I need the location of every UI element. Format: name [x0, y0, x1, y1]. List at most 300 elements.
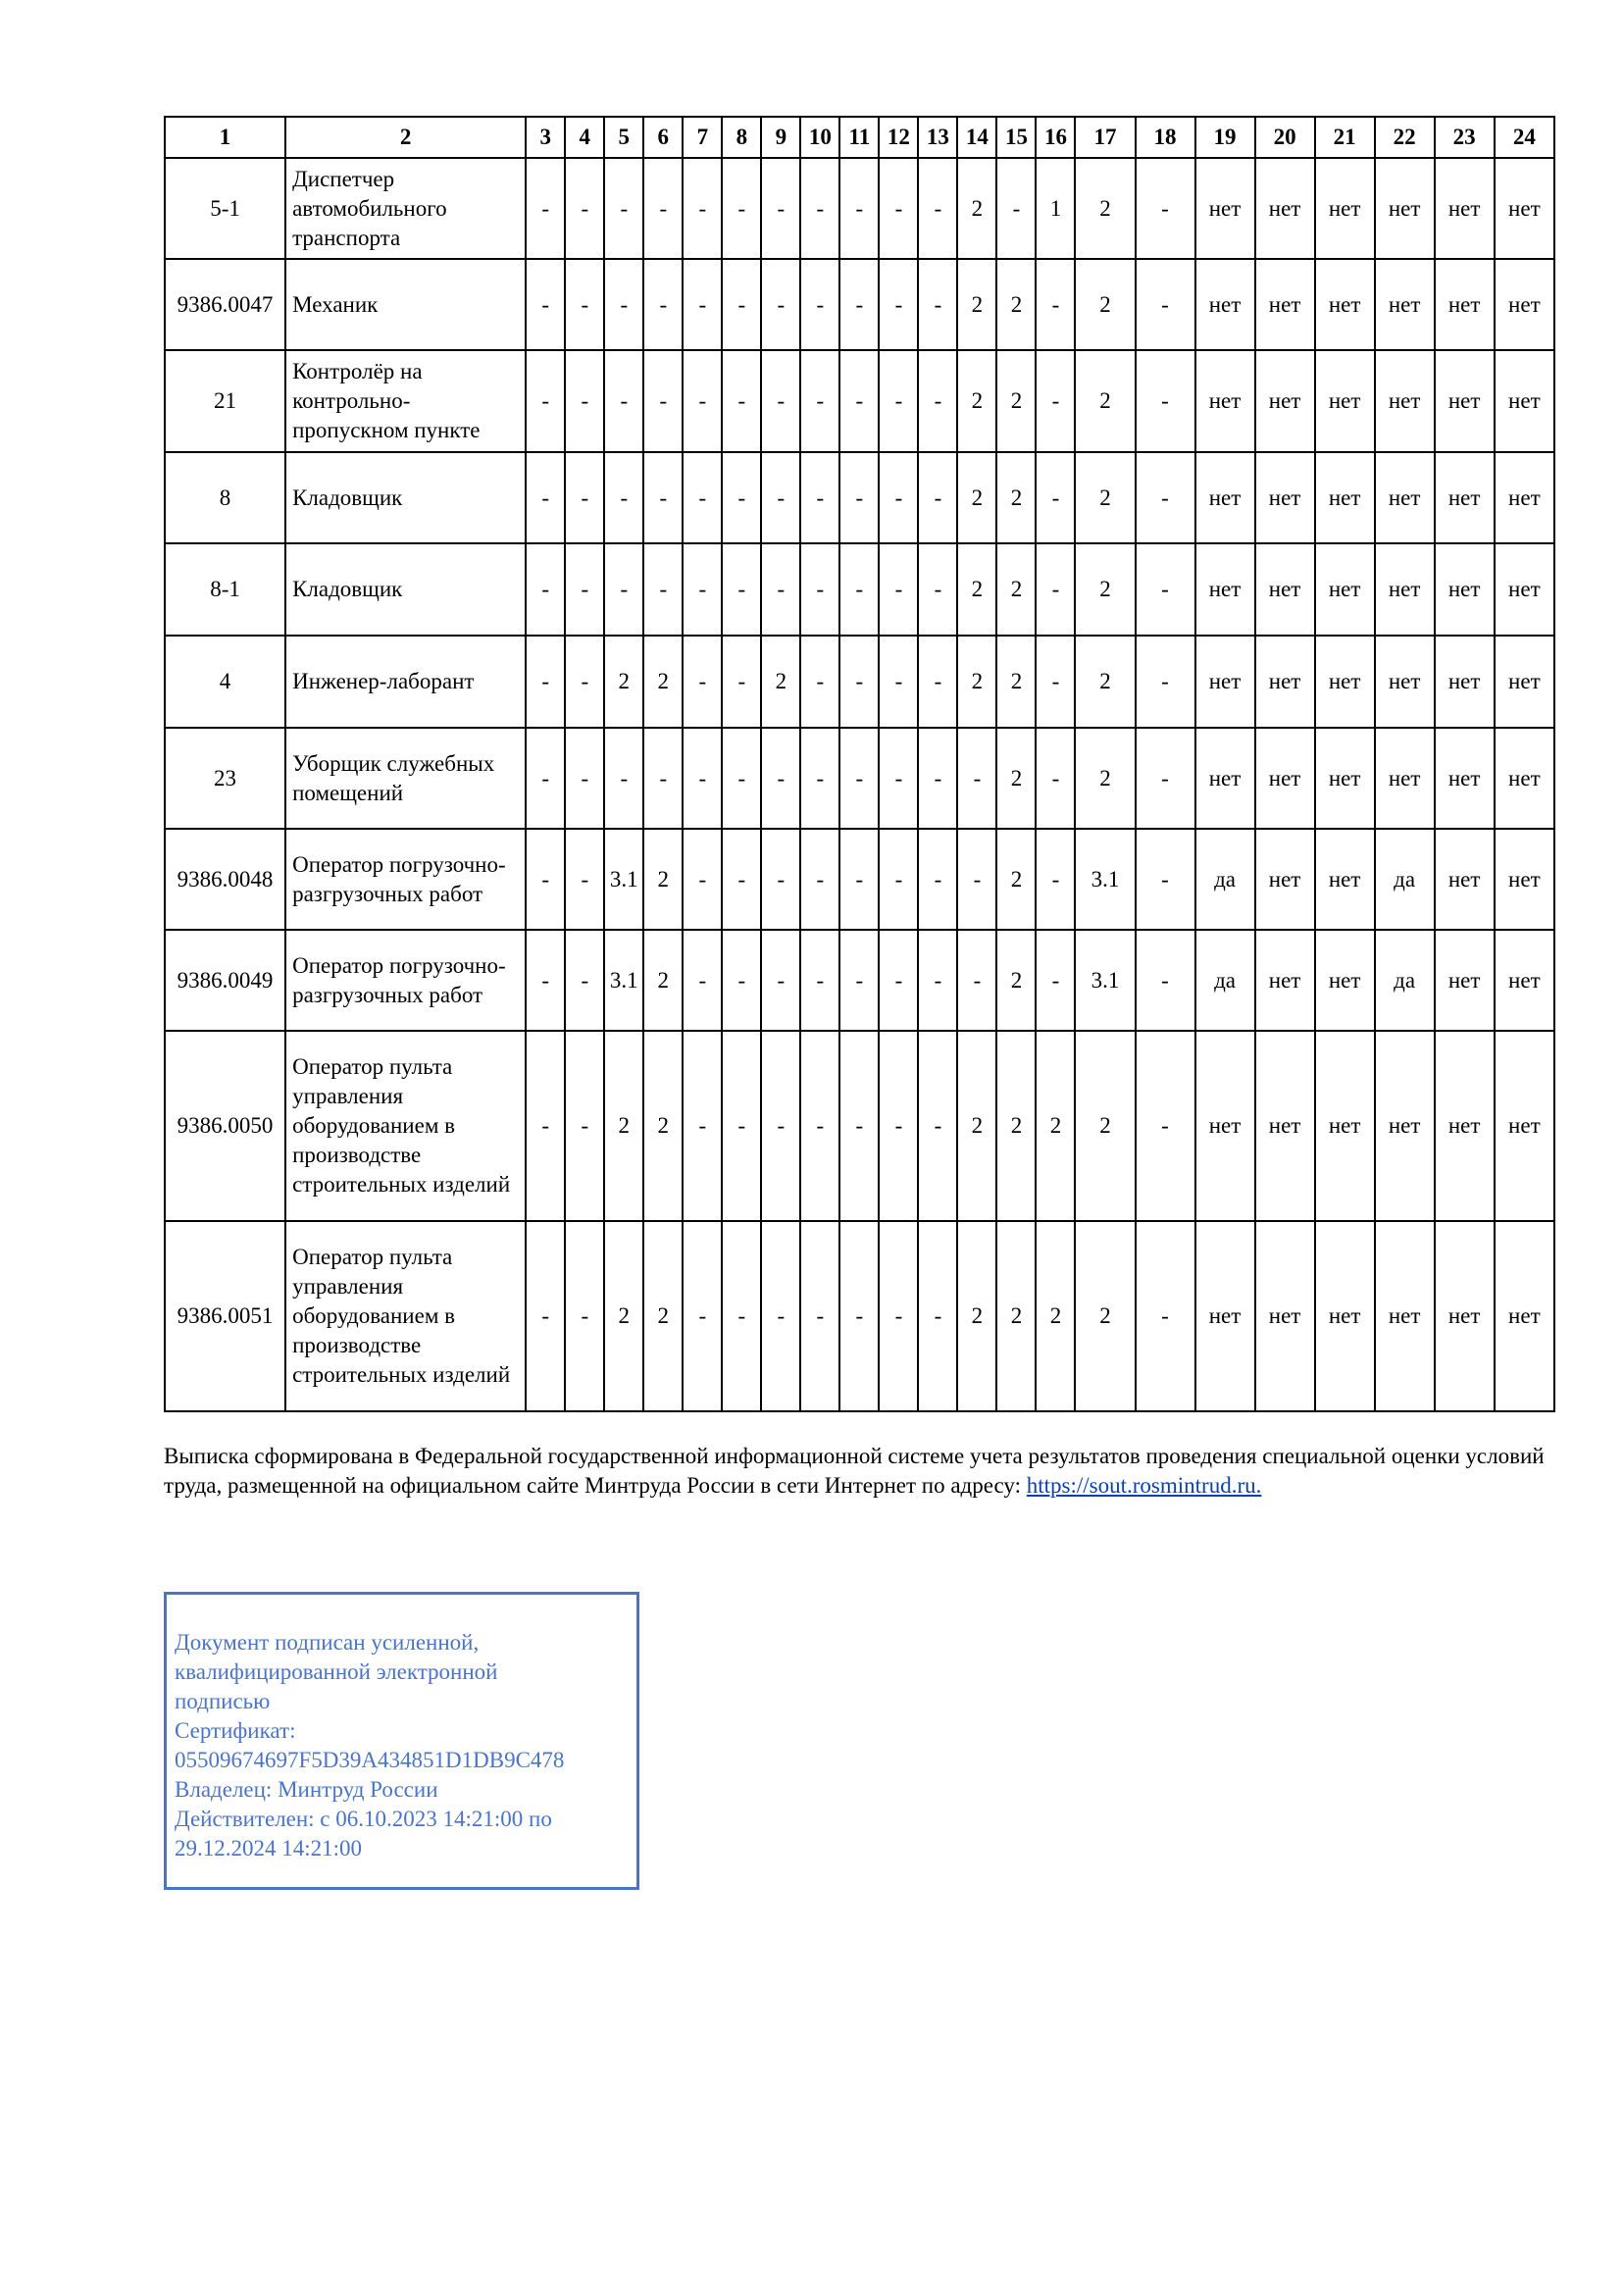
table-cell: -: [800, 728, 839, 829]
table-cell: -: [565, 829, 604, 930]
table-cell: -: [526, 158, 565, 259]
table-cell: нет: [1375, 259, 1435, 350]
header-row: [165, 117, 1554, 158]
column-header: 8: [722, 117, 761, 158]
table-cell: нет: [1195, 1221, 1255, 1411]
column-header: 22: [1375, 117, 1435, 158]
table-cell: -: [604, 158, 643, 259]
position-name: Диспетчер автомобильного транспорта: [285, 158, 526, 259]
table-cell: -: [1136, 728, 1195, 829]
table-cell: нет: [1255, 930, 1315, 1031]
table-cell: -: [1036, 543, 1075, 636]
table-cell: 2: [996, 728, 1036, 829]
workplace-code: 9386.0051: [165, 1221, 285, 1411]
table-cell: -: [526, 543, 565, 636]
column-header: 1: [165, 117, 285, 158]
column-header: 10: [800, 117, 839, 158]
column-header: 19: [1195, 117, 1255, 158]
workplace-code: 9386.0047: [165, 259, 285, 350]
table-cell: нет: [1435, 543, 1495, 636]
table-cell: нет: [1435, 259, 1495, 350]
table-cell: да: [1375, 829, 1435, 930]
table-cell: 1: [1036, 158, 1075, 259]
table-cell: -: [1036, 728, 1075, 829]
position-name: Кладовщик: [285, 543, 526, 636]
table-cell: да: [1195, 930, 1255, 1031]
table-cell: 2: [957, 636, 996, 728]
table-cell: нет: [1195, 728, 1255, 829]
table-cell: -: [565, 636, 604, 728]
table-cell: -: [839, 829, 879, 930]
table-cell: -: [683, 829, 722, 930]
table-cell: нет: [1495, 543, 1554, 636]
column-header: 3: [526, 117, 565, 158]
table-cell: нет: [1195, 158, 1255, 259]
table-cell: -: [996, 158, 1036, 259]
table-cell: нет: [1495, 1031, 1554, 1221]
table-cell: 2: [957, 1221, 996, 1411]
table-cell: нет: [1315, 1221, 1375, 1411]
table-cell: -: [800, 829, 839, 930]
table-cell: -: [839, 350, 879, 452]
table-cell: -: [800, 543, 839, 636]
table-cell: нет: [1255, 636, 1315, 728]
table-cell: 2: [957, 543, 996, 636]
column-header: 18: [1136, 117, 1195, 158]
table-cell: нет: [1195, 1031, 1255, 1221]
table-cell: нет: [1435, 636, 1495, 728]
table-cell: -: [1136, 930, 1195, 1031]
table-cell: -: [918, 1031, 957, 1221]
table-cell: -: [918, 452, 957, 543]
table-cell: нет: [1375, 543, 1435, 636]
signature-validity: Действителен: с 06.10.2023 14:21:00 по: [175, 1807, 552, 1831]
table-cell: -: [565, 350, 604, 452]
table-cell: нет: [1195, 543, 1255, 636]
table-row: [165, 728, 1554, 829]
table-cell: -: [683, 543, 722, 636]
signature-line: подписью: [175, 1689, 271, 1713]
table-cell: -: [839, 158, 879, 259]
table-cell: -: [761, 452, 800, 543]
table-cell: -: [683, 1221, 722, 1411]
table-cell: 2: [643, 829, 683, 930]
workplace-code: 9386.0049: [165, 930, 285, 1031]
position-name: Уборщик служебных помещений: [285, 728, 526, 829]
table-cell: 2: [604, 1221, 643, 1411]
table-cell: -: [761, 259, 800, 350]
position-name: Кладовщик: [285, 452, 526, 543]
table-cell: -: [1036, 350, 1075, 452]
signature-certificate-label: Сертификат:: [175, 1718, 296, 1743]
table-cell: нет: [1495, 728, 1554, 829]
table-cell: нет: [1375, 350, 1435, 452]
table-cell: -: [526, 259, 565, 350]
table-cell: нет: [1255, 158, 1315, 259]
table-cell: нет: [1435, 452, 1495, 543]
table-cell: -: [800, 452, 839, 543]
table-cell: -: [526, 930, 565, 1031]
table-row: [165, 829, 1554, 930]
table-cell: -: [565, 1221, 604, 1411]
table-cell: нет: [1435, 1031, 1495, 1221]
table-cell: -: [722, 728, 761, 829]
column-header: 15: [996, 117, 1036, 158]
table-cell: -: [1136, 636, 1195, 728]
table-cell: -: [722, 259, 761, 350]
table-cell: 2: [1075, 1221, 1135, 1411]
table-cell: -: [839, 930, 879, 1031]
table-cell: нет: [1495, 1221, 1554, 1411]
table-cell: -: [1136, 1031, 1195, 1221]
table-cell: -: [879, 930, 918, 1031]
signature-line: Документ подписан усиленной,: [175, 1630, 480, 1655]
table-cell: нет: [1315, 452, 1375, 543]
table-cell: -: [722, 829, 761, 930]
table-cell: нет: [1435, 158, 1495, 259]
table-cell: -: [643, 543, 683, 636]
table-cell: нет: [1375, 636, 1435, 728]
table-cell: 2: [604, 1031, 643, 1221]
workplace-code: 5-1: [165, 158, 285, 259]
table-cell: -: [839, 1031, 879, 1221]
table-cell: -: [839, 259, 879, 350]
table-cell: -: [722, 543, 761, 636]
table-cell: -: [683, 636, 722, 728]
table-cell: 2: [1036, 1031, 1075, 1221]
table-cell: -: [722, 930, 761, 1031]
table-cell: -: [722, 636, 761, 728]
table-cell: 2: [1075, 452, 1135, 543]
table-cell: нет: [1315, 1031, 1375, 1221]
signature-validity-end: 29.12.2024 14:21:00: [175, 1836, 363, 1861]
table-cell: нет: [1315, 158, 1375, 259]
signature-certificate-number: 05509674697F5D39A434851D1DB9C478: [175, 1748, 565, 1772]
table-cell: -: [604, 728, 643, 829]
table-row: [165, 636, 1554, 728]
workplace-code: 9386.0048: [165, 829, 285, 930]
table-cell: -: [722, 158, 761, 259]
table-cell: -: [643, 259, 683, 350]
table-row: [165, 259, 1554, 350]
table-cell: 2: [996, 636, 1036, 728]
table-row: [165, 158, 1554, 259]
table-row: [165, 930, 1554, 1031]
table-cell: -: [879, 636, 918, 728]
table-cell: нет: [1375, 1221, 1435, 1411]
table-cell: -: [1136, 1221, 1195, 1411]
column-header: 14: [957, 117, 996, 158]
table-cell: -: [683, 350, 722, 452]
table-cell: -: [683, 452, 722, 543]
table-cell: -: [604, 350, 643, 452]
table-cell: нет: [1255, 829, 1315, 930]
table-cell: -: [957, 829, 996, 930]
table-cell: -: [800, 350, 839, 452]
table-cell: -: [918, 728, 957, 829]
table-cell: -: [839, 543, 879, 636]
table-row: [165, 1221, 1554, 1411]
table-cell: -: [761, 1031, 800, 1221]
column-header: 21: [1315, 117, 1375, 158]
position-name: Инженер-лаборант: [285, 636, 526, 728]
table-cell: -: [722, 1221, 761, 1411]
table-cell: нет: [1255, 350, 1315, 452]
table-cell: нет: [1495, 930, 1554, 1031]
column-header: 11: [839, 117, 879, 158]
table-cell: -: [879, 829, 918, 930]
table-cell: нет: [1435, 1221, 1495, 1411]
table-cell: 2: [1075, 543, 1135, 636]
table-cell: нет: [1435, 829, 1495, 930]
table-cell: -: [1036, 930, 1075, 1031]
table-cell: нет: [1495, 452, 1554, 543]
table-cell: -: [879, 1221, 918, 1411]
table-cell: -: [565, 452, 604, 543]
table-cell: -: [879, 543, 918, 636]
table-cell: нет: [1315, 728, 1375, 829]
table-cell: нет: [1255, 1031, 1315, 1221]
table-cell: нет: [1255, 1221, 1315, 1411]
table-cell: нет: [1375, 452, 1435, 543]
workplace-code: 9386.0050: [165, 1031, 285, 1221]
workplace-code: 8: [165, 452, 285, 543]
table-cell: -: [643, 350, 683, 452]
table-cell: нет: [1495, 259, 1554, 350]
table-cell: -: [918, 829, 957, 930]
table-cell: нет: [1495, 636, 1554, 728]
table-row: [165, 543, 1554, 636]
signature-line: квалифицированной электронной: [175, 1659, 498, 1684]
table-cell: -: [683, 158, 722, 259]
table-cell: 2: [996, 259, 1036, 350]
table-cell: -: [1136, 452, 1195, 543]
table-cell: -: [565, 259, 604, 350]
table-cell: 2: [957, 350, 996, 452]
table-cell: -: [800, 1031, 839, 1221]
table-cell: -: [1036, 636, 1075, 728]
table-cell: -: [918, 1221, 957, 1411]
table-cell: -: [1136, 829, 1195, 930]
table-cell: 2: [1075, 636, 1135, 728]
table-cell: нет: [1255, 259, 1315, 350]
table-cell: -: [879, 452, 918, 543]
table-cell: 2: [996, 1031, 1036, 1221]
position-name: Оператор пульта управления оборудованием в производстве строительных изделий: [285, 1031, 526, 1221]
table-cell: нет: [1255, 543, 1315, 636]
table-cell: -: [761, 543, 800, 636]
table-cell: -: [800, 636, 839, 728]
column-header: 9: [761, 117, 800, 158]
table-cell: нет: [1315, 930, 1375, 1031]
table-cell: -: [879, 158, 918, 259]
table-cell: 3.1: [604, 829, 643, 930]
table-cell: нет: [1255, 452, 1315, 543]
table-cell: -: [604, 259, 643, 350]
table-cell: 2: [643, 1221, 683, 1411]
table-cell: -: [526, 829, 565, 930]
table-cell: -: [683, 1031, 722, 1221]
table-cell: -: [683, 259, 722, 350]
table-cell: -: [643, 158, 683, 259]
table-cell: нет: [1375, 158, 1435, 259]
table-cell: 2: [761, 636, 800, 728]
table-cell: 2: [957, 259, 996, 350]
table-cell: -: [565, 728, 604, 829]
table-header: [165, 117, 1554, 158]
table-cell: -: [526, 350, 565, 452]
column-header: 16: [1036, 117, 1075, 158]
table-cell: -: [604, 452, 643, 543]
table-cell: 2: [1075, 1031, 1135, 1221]
table-cell: -: [839, 452, 879, 543]
table-cell: нет: [1315, 350, 1375, 452]
column-header: 13: [918, 117, 957, 158]
table-cell: -: [839, 636, 879, 728]
table-cell: нет: [1435, 930, 1495, 1031]
column-header: 17: [1075, 117, 1135, 158]
table-cell: 2: [643, 636, 683, 728]
table-cell: 2: [643, 930, 683, 1031]
table-cell: -: [839, 728, 879, 829]
table-cell: 2: [996, 543, 1036, 636]
table-cell: -: [643, 728, 683, 829]
table-cell: нет: [1315, 259, 1375, 350]
table-cell: -: [722, 350, 761, 452]
table-cell: -: [761, 930, 800, 1031]
table-cell: 2: [1075, 158, 1135, 259]
column-header: 2: [285, 117, 526, 158]
table-cell: нет: [1315, 543, 1375, 636]
workplace-code: 4: [165, 636, 285, 728]
table-cell: -: [526, 728, 565, 829]
table-cell: нет: [1315, 829, 1375, 930]
workplace-code: 23: [165, 728, 285, 829]
table-cell: нет: [1315, 636, 1375, 728]
table-row: [165, 350, 1554, 452]
table-cell: -: [761, 1221, 800, 1411]
table-cell: -: [683, 930, 722, 1031]
table-cell: -: [1136, 259, 1195, 350]
position-name: Оператор погрузочно-разгрузочных работ: [285, 930, 526, 1031]
table-cell: -: [879, 728, 918, 829]
table-cell: -: [1136, 158, 1195, 259]
table-cell: -: [800, 1221, 839, 1411]
table-cell: -: [683, 728, 722, 829]
table-cell: -: [761, 728, 800, 829]
workplace-code: 21: [165, 350, 285, 452]
table-cell: -: [800, 930, 839, 1031]
position-name: Контролёр на контрольно-пропускном пункте: [285, 350, 526, 452]
table-cell: -: [526, 1031, 565, 1221]
note-text: Выписка сформирована в Федеральной государственной информационной системе учета результатов проведения специальной оценки условий труда, размещенной на официальном сайте Минтруда России в сети Интернет по адресу:: [164, 1444, 1545, 1498]
table-cell: 2: [996, 1221, 1036, 1411]
table-cell: -: [604, 543, 643, 636]
table-cell: нет: [1495, 829, 1554, 930]
sout-results-table: [164, 116, 1555, 1412]
table-cell: -: [1036, 452, 1075, 543]
table-cell: 2: [996, 930, 1036, 1031]
table-cell: -: [879, 350, 918, 452]
sout-link[interactable]: https://sout.rosmintrud.ru.: [1026, 1473, 1262, 1498]
table-cell: нет: [1435, 728, 1495, 829]
table-cell: -: [761, 350, 800, 452]
table-cell: 2: [604, 636, 643, 728]
column-header: 6: [643, 117, 683, 158]
table-cell: 2: [996, 829, 1036, 930]
table-cell: -: [957, 930, 996, 1031]
table-cell: -: [722, 1031, 761, 1221]
signature-owner: Владелец: Минтруд России: [175, 1777, 438, 1802]
table-cell: -: [761, 829, 800, 930]
table-cell: -: [565, 1031, 604, 1221]
table-cell: нет: [1195, 452, 1255, 543]
table-cell: -: [918, 350, 957, 452]
table-cell: 2: [957, 1031, 996, 1221]
column-header: 24: [1495, 117, 1554, 158]
table-cell: -: [957, 728, 996, 829]
column-header: 23: [1435, 117, 1495, 158]
table-cell: -: [918, 636, 957, 728]
table-cell: -: [1136, 543, 1195, 636]
workplace-code: 8-1: [165, 543, 285, 636]
table-cell: 2: [1036, 1221, 1075, 1411]
column-header: 20: [1255, 117, 1315, 158]
table-cell: -: [918, 259, 957, 350]
table-cell: 2: [1075, 350, 1135, 452]
table-cell: -: [761, 158, 800, 259]
table-cell: нет: [1375, 728, 1435, 829]
table-cell: нет: [1435, 350, 1495, 452]
table-cell: -: [918, 930, 957, 1031]
table-cell: нет: [1195, 350, 1255, 452]
column-header: 12: [879, 117, 918, 158]
table-body: [165, 158, 1554, 1411]
column-header: 7: [683, 117, 722, 158]
table-row: [165, 1031, 1554, 1221]
table-cell: -: [643, 452, 683, 543]
table-cell: -: [879, 1031, 918, 1221]
table-cell: -: [918, 543, 957, 636]
table-cell: -: [800, 259, 839, 350]
extract-note: [164, 1442, 1566, 1501]
table-cell: да: [1375, 930, 1435, 1031]
column-header: 5: [604, 117, 643, 158]
electronic-signature-stamp: [164, 1592, 639, 1890]
table-cell: 3.1: [1075, 930, 1135, 1031]
table-cell: 2: [996, 350, 1036, 452]
table-cell: 2: [996, 452, 1036, 543]
table-cell: 2: [1075, 259, 1135, 350]
position-name: Оператор погрузочно-разгрузочных работ: [285, 829, 526, 930]
table-cell: -: [722, 452, 761, 543]
table-cell: нет: [1375, 1031, 1435, 1221]
table-cell: -: [565, 543, 604, 636]
table-cell: 2: [957, 452, 996, 543]
table-cell: 3.1: [604, 930, 643, 1031]
table-cell: -: [1036, 829, 1075, 930]
position-name: Оператор пульта управления оборудованием в производстве строительных изделий: [285, 1221, 526, 1411]
table-cell: нет: [1495, 158, 1554, 259]
table-cell: нет: [1195, 259, 1255, 350]
table-cell: -: [565, 930, 604, 1031]
table-cell: -: [526, 452, 565, 543]
table-cell: -: [526, 1221, 565, 1411]
table-cell: нет: [1195, 636, 1255, 728]
table-cell: 2: [957, 158, 996, 259]
position-name: Механик: [285, 259, 526, 350]
table-cell: 2: [1075, 728, 1135, 829]
